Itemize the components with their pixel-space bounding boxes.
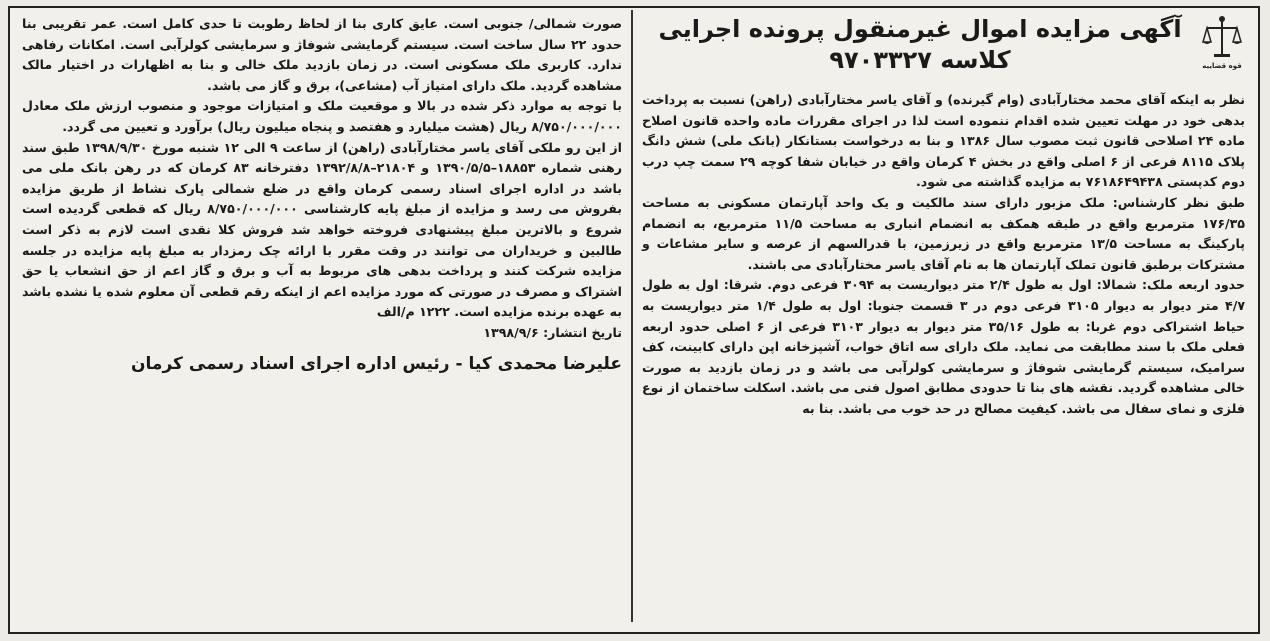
paragraph: نظر به اینکه آقای محمد مختارآبادی (وام گیرنده) و آقای یاسر مختارآبادی (راهن) نسبت به پرداخت بدهی خود در مهلت تعیین شده اقدام ننموده است لذا در اجرای مقررات ماده واحده قانون اصلاح ماده ۲۴ اصلاحی قانون ثبت مصوب سال ۱۳۸۶ و بنا به درخواست بستانکار (بانک ملی) شش دانگ پلاک ۸۱۱۵ فرعی از ۶ اصلی واقع در بخش ۴ کرمان واقع در خیابان شفا کوچه ۲۹ سمت چپ درب دوم کدپستی ۷۶۱۸۶۴۹۴۳۸ به مزایده گذاشته می شود. — [642, 92, 1245, 190]
publication-date: تاریخ انتشار: ۱۳۹۸/۹/۶ — [483, 324, 622, 340]
notice-title: آگهی مزایده اموال غیرمنقول پرونده اجرایی کلاسه ۹۷۰۳۳۲۷ — [658, 15, 1182, 74]
paragraph: صورت شمالی/ جنوبی است. عایق کاری بنا از لحاظ رطوبت تا حدی کامل است. عمر تقریبی بنا حدود ۲۲ سال ساخت است. سیستم گرمایشی شوفاژ و سرمایشی کولرآبی است. امکانات رفاهی ندارد. کاربری ملک مسکونی است. در زمان بازدید ملک خالی و بنا به اظهارات در اختیار مالک مشاهده گردید. ملک دارای امتیاز آب (مشاعی)، برق و گاز می باشد. — [22, 16, 622, 93]
signature: علیرضا محمدی کیا - رئیس اداره اجرای اسناد رسمی کرمان — [131, 353, 622, 374]
paragraph: حدود اربعه ملک: شمالا: اول به طول ۲/۴ متر دیواریست به ۳۰۹۴ فرعی دوم. شرقا: اول به طول ۴/۷ متر دیوار به دیوار ۳۱۰۵ فرعی دوم در ۳ قسمت جنوبا: اول به طول ۱/۴ متر دیواریست به حیاط اشتراکی دوم غربا: به طول ۳۵/۱۶ متر دیوار به دیوار ۳۱۰۳ فرعی از ۶ اصلی حدود اربعه فعلی ملک با سند مطابقت می نماید. ملک دارای سه اتاق خواب، آشپزخانه اپن دارای کابینت، کف سرامیک، سیستم گرمایشی شوفاژ و سرمایشی کولرآبی می باشد و در زمان بازدید به صورت خالی مشاهده گردید. نقشه های بنا تا حدودی مطابق اصول فنی می باشد. اسکلت ساختمان از نوع فلزی و نمای سفال می باشد. کیفیت مصالح در حد خوب می باشد. بنا به — [642, 277, 1246, 416]
svg-text:قوه قضاییه: قوه قضاییه — [1202, 62, 1242, 70]
column-divider — [631, 10, 633, 622]
paragraph: طبق نظر کارشناس: ملک مزبور دارای سند مالکیت و یک واحد آپارتمان مسکونی به مساحت ۱۷۶/۳۵ مترمربع واقع در طبقه همکف به انضمام انباری به مساحت ۱۱/۵ مترمربع، به انضمام پارکینگ به مساحت ۱۳/۵ مترمربع واقع در زیرزمین، با قدرالسهم از عرصه و سایر مشاعات و مشترکات برطبق قانون تملک آپارتمان ها به نام آقای یاسر مختارآبادی می باشند. — [642, 194, 1245, 272]
left-column — [22, 14, 622, 376]
paragraph: از این رو ملکی آقای یاسر مختارآبادی (راهن) از ساعت ۹ الی ۱۲ شنبه مورخ ۱۳۹۸/۹/۳۰ طبق سند رهنی شماره ۱۸۸۵۳–۱۳۹۰/۵/۵ و ۲۱۸۰۴–۱۳۹۲/۸/۸ دفترخانه ۸۳ کرمان که در رهن بانک ملی می باشد در اداره اجرای اسناد رسمی کرمان واقع در ضلع شمالی پارک نشاط از طریق مزایده بفروش می رسد و مزایده از مبلغ پایه کارشناسی ۸/۷۵۰/۰۰۰/۰۰۰ ریال که قطعی گردیده است شروع و بالاترین مبلغ پیشنهادی فروخته خواهد شد فروش کلا نقدی است لازم به ذکر است طالبین و خریداران می توانند در وقت مقرر با ارائه چک رمزدار به مبلغ پایه مزایده در جلسه مزایده شرکت کنند و پرداخت بدهی های مربوط به آب و برق و گاز اعم از حق انشعاب یا حق اشتراک و مصرف در صورتی که مورد مزایده اعم از اینکه رقم قطعی آن معلوم شده یا نشده باشد به عهده برنده مزایده است. ۱۲۲۲ م/الف — [22, 139, 622, 320]
judiciary-emblem-icon — [1201, 14, 1243, 72]
right-column — [642, 14, 1245, 420]
paragraph: با توجه به موارد ذکر شده در بالا و موقعیت ملک و امتیازات موجود و منصوب ارزش ملک معادل ۸/۷۵۰/۰۰۰/۰۰۰ ریال (هشت میلیارد و هفتصد و پنجاه میلیون ریال) برآورد و تعیین می گردد. — [22, 98, 622, 134]
notice-header — [642, 14, 1245, 84]
